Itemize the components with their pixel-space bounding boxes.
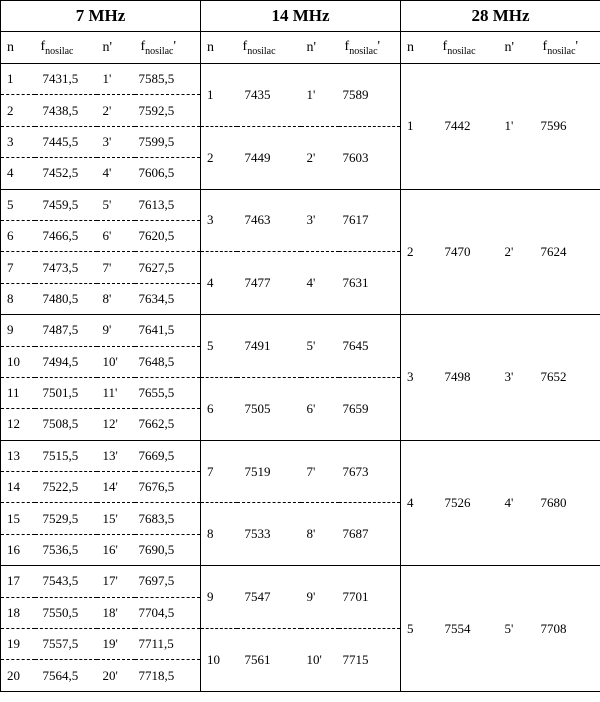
rows14-cell-fp: 7589 [339, 64, 401, 127]
rows7-cell-f: 7522,5 [35, 472, 97, 503]
rows7-cell-np: 18' [97, 597, 135, 628]
rows14-cell-n: 1 [201, 64, 237, 127]
rows7-cell-fp: 7648,5 [135, 346, 201, 377]
rows14-cell-fp: 7645 [339, 315, 401, 378]
header-fprime-14mhz [339, 32, 401, 64]
table-row [1, 440, 600, 471]
rows14-cell-np: 1' [301, 64, 339, 127]
rows7-cell-np: 15' [97, 503, 135, 534]
rows14-cell-n: 8 [201, 503, 237, 566]
rows7-cell-n: 1 [1, 64, 35, 95]
rows28-cell-n: 4 [401, 440, 437, 566]
header-fprime-label: f [542, 38, 548, 54]
header-nprime-label: n' [306, 39, 317, 55]
rows28-cell-f: 7554 [444, 620, 471, 636]
rows7-cell-f: 7445,5 [35, 126, 97, 157]
rows7-cell-n: 6 [1, 220, 35, 251]
table-row [1, 64, 600, 95]
rows7-cell-np: 3' [97, 126, 135, 157]
rows7-cell-f: 7557,5 [35, 629, 97, 660]
rows7-cell-fp: 7634,5 [135, 283, 201, 314]
header-nprime-label: n' [504, 39, 515, 55]
header-fprime-subscript: nosilac [547, 45, 576, 57]
rows7-cell-fp: 7676,5 [135, 472, 201, 503]
rows14-cell-fp: 7673 [339, 440, 401, 503]
rows28-cell-n: 5 [401, 566, 437, 692]
rows7-cell-f: 7466,5 [35, 220, 97, 251]
rows7-cell-n: 15 [1, 503, 35, 534]
header-nprime-14mhz [301, 32, 339, 64]
header-nprime-label: n' [102, 39, 113, 55]
rows7-cell-f: 7529,5 [35, 503, 97, 534]
rows14-cell-fp: 7659 [339, 377, 401, 440]
rows7-cell-f: 7452,5 [35, 158, 97, 189]
header-f-label: f [442, 38, 448, 54]
rows14-cell-f: 7505 [237, 377, 301, 440]
rows7-cell-f: 7501,5 [35, 377, 97, 408]
rows7-cell-n: 4 [1, 158, 35, 189]
rows7-cell-np: 2' [97, 95, 135, 126]
rows7-cell-f: 7459,5 [35, 189, 97, 220]
rows7-cell-n: 14 [1, 472, 35, 503]
rows28-cell-np: 4' [499, 440, 537, 566]
rows7-cell-n: 10 [1, 346, 35, 377]
column-header-row [1, 32, 600, 64]
rows14-cell-f: 7519 [237, 440, 301, 503]
rows7-cell-n: 9 [1, 315, 35, 346]
header-fprime-suffix: ' [575, 38, 579, 54]
rows14-cell-fp: 7617 [339, 189, 401, 252]
header-n-label: n [7, 39, 14, 55]
rows28-cell-fp: 7624 [537, 189, 600, 315]
rows7-cell-np: 16' [97, 534, 135, 565]
rows7-cell-f: 7564,5 [42, 667, 79, 683]
rows14-cell-np: 9' [301, 566, 339, 629]
rows14-cell-np: 5' [301, 315, 339, 378]
header-f-subscript: nosilac [447, 45, 476, 57]
rows28-cell-f: 7498 [437, 315, 499, 441]
rows7-cell-f: 7438,5 [35, 95, 97, 126]
rows14-cell-fp: 7603 [339, 126, 401, 189]
rows7-cell-n: 17 [1, 566, 35, 597]
header-f-14mhz [237, 32, 301, 64]
rows7-cell-n: 7 [1, 252, 35, 283]
rows7-cell-n: 2 [1, 95, 35, 126]
rows7-cell-f: 7473,5 [35, 252, 97, 283]
header-f-28mhz [437, 32, 499, 64]
header-n-label: n [207, 39, 215, 55]
rows7-cell-f: 7543,5 [35, 566, 97, 597]
rows14-cell-np: 10' [306, 651, 322, 667]
header-n-label: n [407, 39, 415, 55]
rows7-cell-np: 19' [97, 629, 135, 660]
rows28-cell-fp: 7596 [537, 64, 600, 190]
rows7-cell-fp: 7711,5 [135, 629, 201, 660]
rows14-cell-f: 7561 [244, 651, 271, 667]
rows7-cell-fp: 7669,5 [135, 440, 201, 471]
header-n-28mhz [401, 32, 437, 64]
rows7-cell-np: 5' [97, 189, 135, 220]
rows7-cell-np: 8' [97, 283, 135, 314]
header-fprime-suffix: ' [377, 38, 381, 54]
rows7-cell-fp: 7655,5 [135, 377, 201, 408]
band-title-28mhz: 28 MHz [401, 1, 600, 32]
rows28-cell-n: 1 [401, 64, 437, 190]
rows28-cell-np: 5' [504, 620, 514, 636]
rows7-cell-np: 14' [97, 472, 135, 503]
table-row [1, 566, 600, 597]
rows14-cell-fp: 7631 [339, 252, 401, 315]
rows14-cell-fp: 7687 [339, 503, 401, 566]
rows7-cell-np: 4' [97, 158, 135, 189]
rows7-cell-n: 18 [1, 597, 35, 628]
header-f-label: f [40, 38, 46, 54]
band-title-7mhz: 7 MHz [1, 1, 201, 32]
rows7-cell-np: 12' [97, 409, 135, 440]
rows14-cell-n: 10 [201, 629, 237, 692]
rows7-cell-np: 20' [102, 667, 118, 683]
rows14-cell-np: 2' [301, 126, 339, 189]
rows28-cell-fp: 7708 [540, 620, 567, 636]
rows7-cell-fp: 7606,5 [135, 158, 201, 189]
header-fprime-label: f [140, 38, 146, 54]
rows28-cell-n: 3 [401, 315, 437, 441]
rows7-cell-f: 7494,5 [35, 346, 97, 377]
rows7-cell-f: 7508,5 [35, 409, 97, 440]
rows7-cell-fp: 7613,5 [135, 189, 201, 220]
rows7-cell-fp: 7683,5 [135, 503, 201, 534]
rows14-cell-n: 7 [201, 440, 237, 503]
rows14-cell-np: 7' [301, 440, 339, 503]
rows7-cell-n: 3 [1, 126, 35, 157]
rows7-cell-np: 1' [97, 64, 135, 95]
rows7-cell-np: 11' [97, 377, 135, 408]
table-row [1, 315, 600, 346]
rows14-cell-np: 8' [301, 503, 339, 566]
header-nprime-28mhz [499, 32, 537, 64]
rows14-cell-n: 5 [201, 315, 237, 378]
rows14-cell-f: 7533 [237, 503, 301, 566]
header-fprime-label: f [344, 38, 350, 54]
header-f-7mhz [35, 32, 97, 64]
rows7-cell-f: 7536,5 [35, 534, 97, 565]
header-fprime-28mhz [537, 32, 600, 64]
rows7-cell-np: 6' [97, 220, 135, 251]
header-n-7mhz [1, 32, 35, 64]
rows14-cell-n: 4 [201, 252, 237, 315]
rows7-cell-fp: 7641,5 [135, 315, 201, 346]
header-fprime-subscript: nosilac [349, 45, 378, 57]
header-fprime-7mhz [135, 32, 201, 64]
rows7-cell-f: 7515,5 [35, 440, 97, 471]
rows28-cell-n: 2 [401, 189, 437, 315]
rows14-cell-f: 7547 [237, 566, 301, 629]
rows7-cell-f: 7431,5 [35, 64, 97, 95]
rows7-cell-fp: 7620,5 [135, 220, 201, 251]
header-fprime-suffix: ' [173, 38, 177, 54]
header-f-subscript: nosilac [45, 45, 74, 57]
rows14-cell-n: 9 [201, 566, 237, 629]
rows7-cell-np: 17' [97, 566, 135, 597]
rows28-cell-np: 1' [499, 64, 537, 190]
rows7-cell-n: 20 [7, 667, 20, 683]
rows14-cell-f: 7477 [237, 252, 301, 315]
rows7-cell-fp: 7704,5 [135, 597, 201, 628]
rows28-cell-f: 7526 [437, 440, 499, 566]
rows14-cell-f: 7435 [237, 64, 301, 127]
rows7-cell-f: 7487,5 [35, 315, 97, 346]
rows14-cell-f: 7491 [237, 315, 301, 378]
rows7-cell-fp: 7718,5 [138, 667, 175, 683]
rows14-cell-fp: 7701 [339, 566, 401, 629]
rows7-cell-n: 13 [1, 440, 35, 471]
rows7-cell-np: 7' [97, 252, 135, 283]
rows14-cell-np: 4' [301, 252, 339, 315]
rows7-cell-np: 13' [97, 440, 135, 471]
rows7-cell-fp: 7690,5 [135, 534, 201, 565]
rows14-cell-n: 2 [201, 126, 237, 189]
rows7-cell-np: 9' [97, 315, 135, 346]
header-f-subscript: nosilac [247, 45, 276, 57]
rows28-cell-np: 3' [499, 315, 537, 441]
rows28-cell-np: 2' [499, 189, 537, 315]
header-n-14mhz [201, 32, 237, 64]
rows7-cell-fp: 7627,5 [135, 252, 201, 283]
rows7-cell-fp: 7592,5 [135, 95, 201, 126]
rows14-cell-np: 3' [301, 189, 339, 252]
rows7-cell-n: 5 [1, 189, 35, 220]
rows7-cell-f: 7550,5 [35, 597, 97, 628]
rows7-cell-fp: 7599,5 [135, 126, 201, 157]
rows7-cell-n: 16 [1, 534, 35, 565]
band-title-14mhz: 14 MHz [201, 1, 401, 32]
rows28-cell-fp: 7680 [537, 440, 600, 566]
rows14-cell-fp: 7715 [342, 651, 369, 667]
rows7-cell-fp: 7585,5 [135, 64, 201, 95]
rows7-cell-n: 8 [1, 283, 35, 314]
rows14-cell-f: 7449 [237, 126, 301, 189]
rows14-cell-np: 6' [301, 377, 339, 440]
rows7-cell-fp: 7697,5 [135, 566, 201, 597]
rows7-cell-n: 11 [1, 377, 35, 408]
rows28-cell-f: 7442 [437, 64, 499, 190]
header-fprime-subscript: nosilac [145, 45, 174, 57]
rows14-cell-n: 3 [201, 189, 237, 252]
header-nprime-7mhz [97, 32, 135, 64]
rows14-cell-f: 7463 [237, 189, 301, 252]
rows28-cell-f: 7470 [437, 189, 499, 315]
rows7-cell-n: 12 [1, 409, 35, 440]
rows28-cell-fp: 7652 [537, 315, 600, 441]
rows14-cell-n: 6 [201, 377, 237, 440]
rows7-cell-f: 7480,5 [35, 283, 97, 314]
rows7-cell-n: 19 [1, 629, 35, 660]
rows7-cell-fp: 7662,5 [135, 409, 201, 440]
header-f-label: f [242, 38, 248, 54]
rows7-cell-np: 10' [97, 346, 135, 377]
table-row [1, 189, 600, 220]
